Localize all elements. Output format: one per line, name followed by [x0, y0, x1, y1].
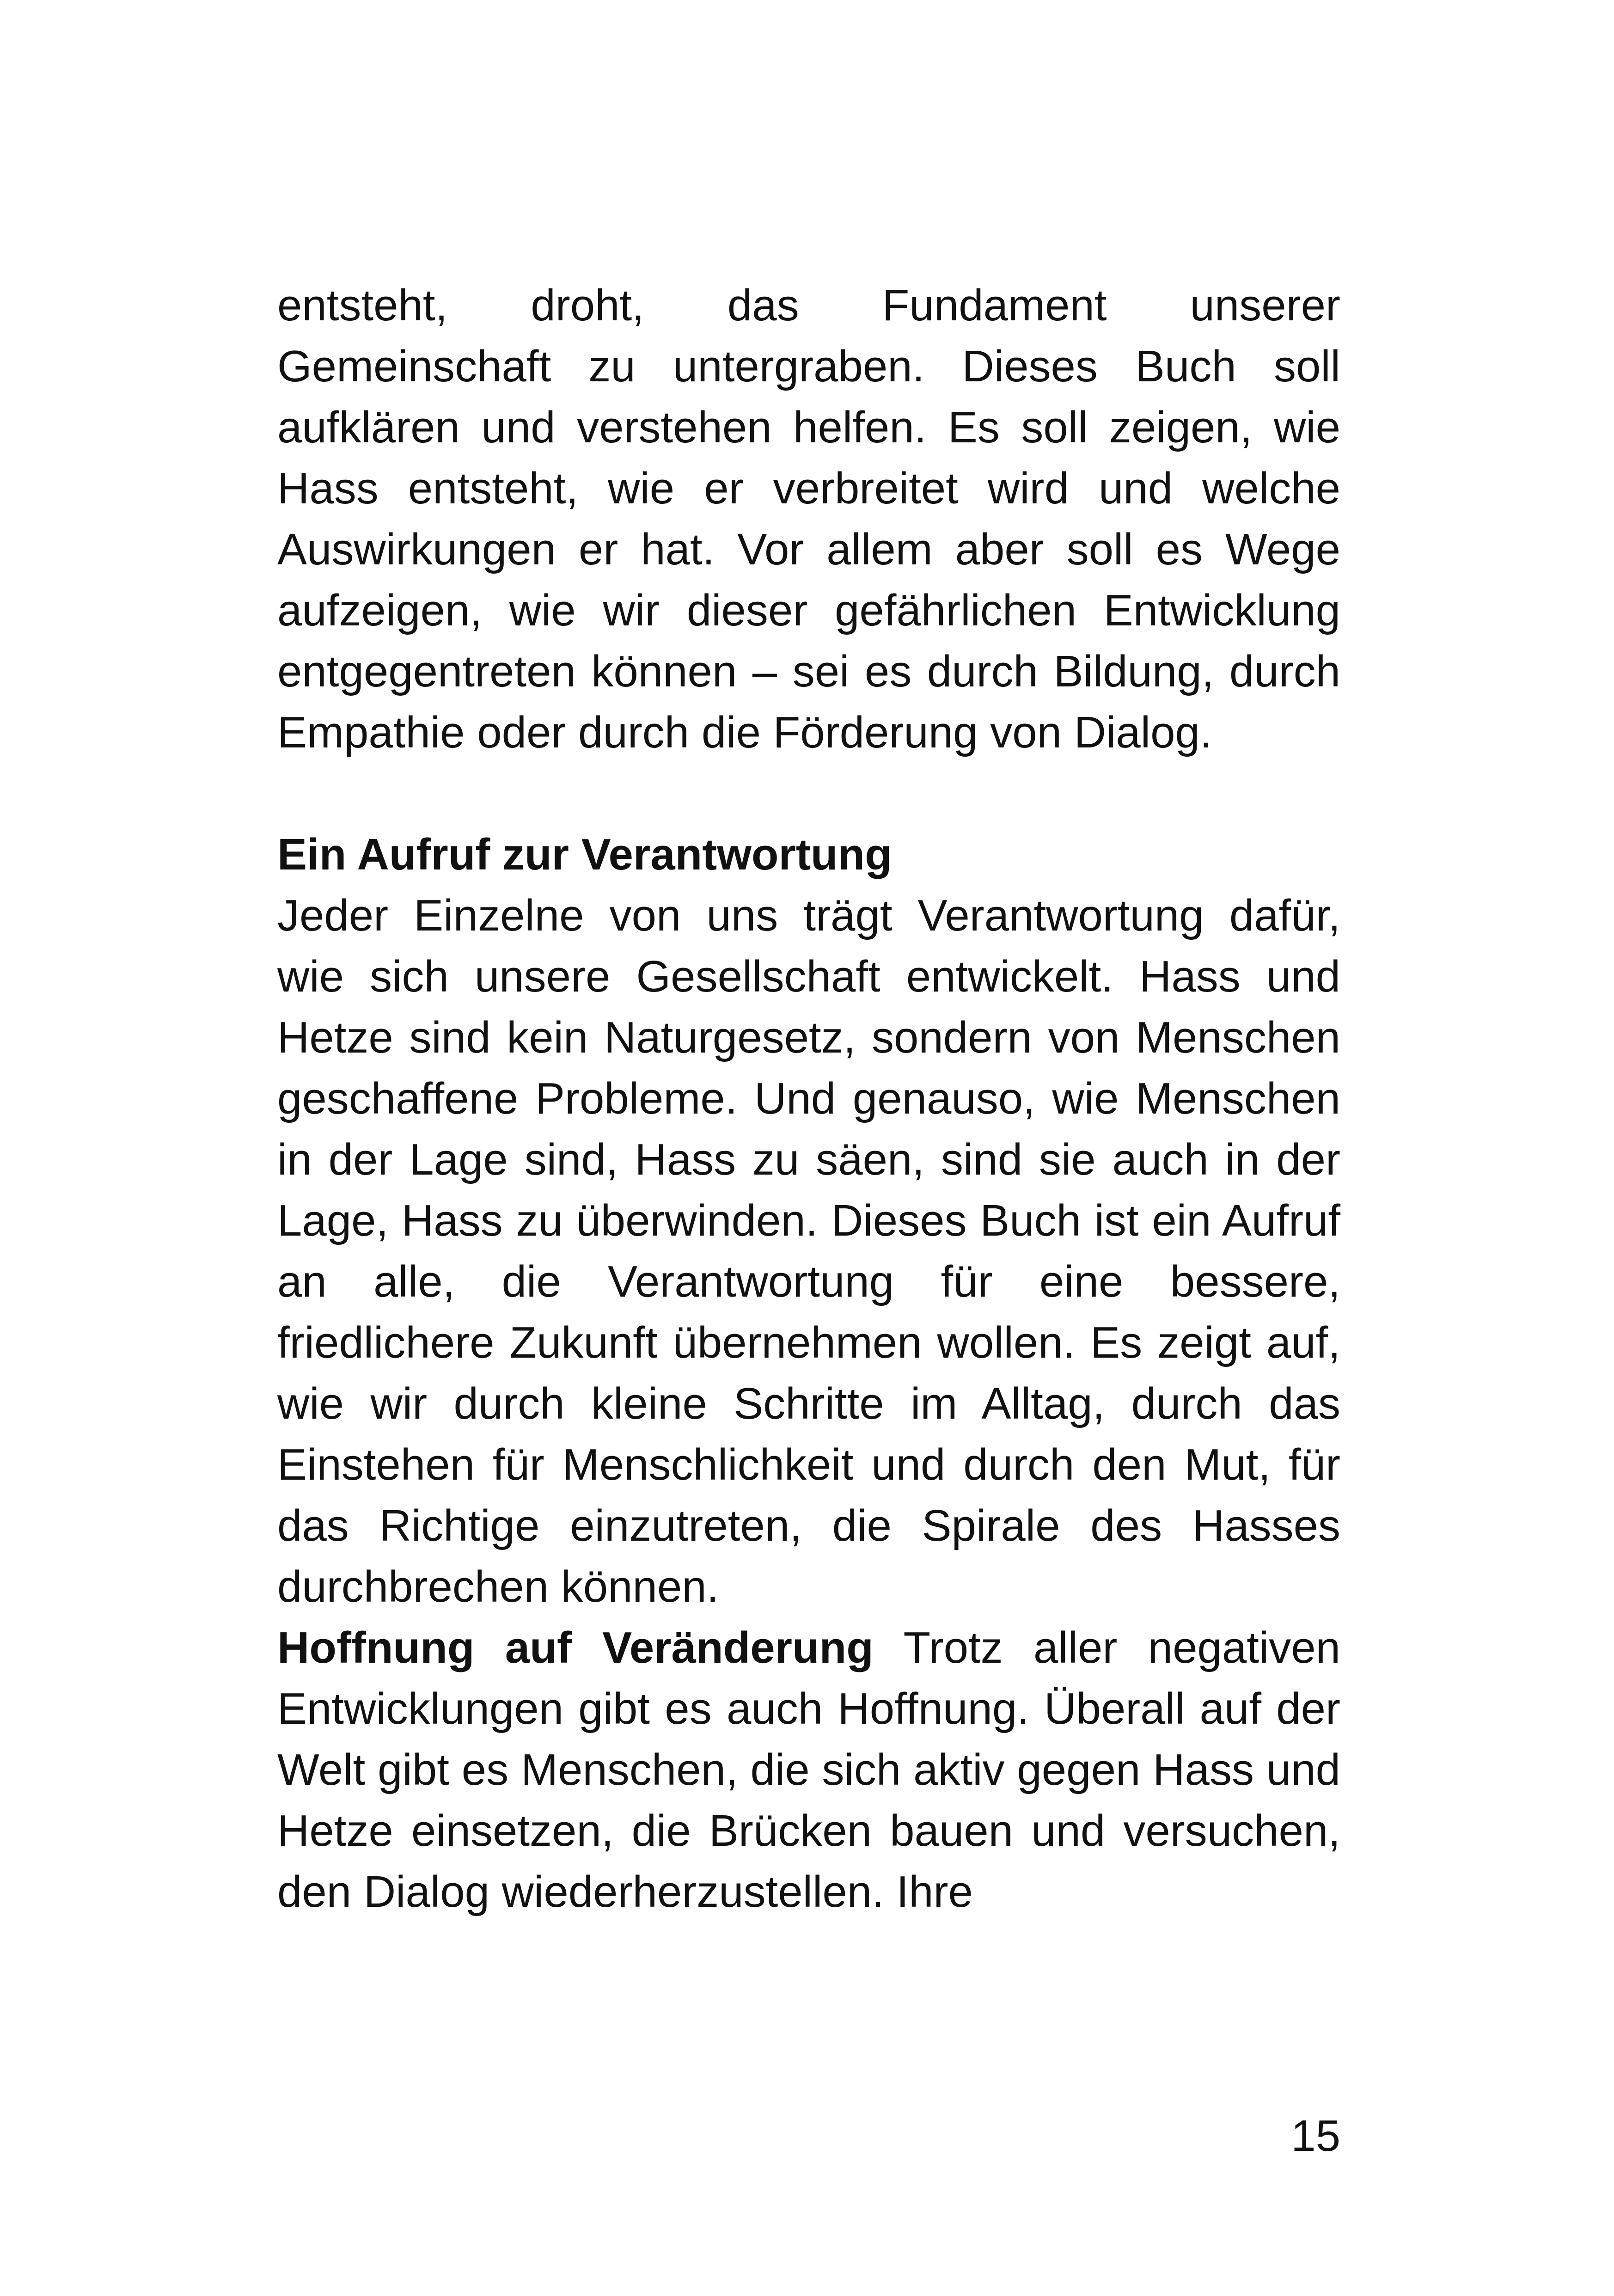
- page-number: 15: [1291, 2111, 1340, 2161]
- section-heading-responsibility: Ein Aufruf zur Verantwortung: [277, 830, 892, 879]
- body-text: [277, 275, 1340, 1923]
- paragraph-hope: [277, 1617, 1340, 1923]
- paragraph-intro: entsteht, droht, das Fundament unserer Gemeinschaft zu untergraben. Dieses Buch soll aufklären und verstehen helfen. Es soll zeigen, wie Hass entsteht, wie er verbreitet wird und welche Auswirkungen er hat. Vor allem aber soll es Wege aufzeigen, wie wir dieser gefährlichen Entwicklung entgegentreten können – sei es durch Bildung, durch Empathie oder durch die Förderung von Dialog.: [277, 281, 1340, 757]
- paragraph-hope-text: Trotz aller negativen Entwicklungen gibt es auch Hoffnung. Überall auf der Welt gibt es Menschen, die sich aktiv gegen Hass und Hetze einsetzen, die Brücken bauen und versuchen, den Dialog wiederherzustellen. Ihre: [277, 1623, 1341, 1916]
- section-heading-hope: Hoffnung auf Veränderung: [277, 1623, 874, 1672]
- paragraph-responsibility: Jeder Einzelne von uns trägt Verantwortung dafür, wie sich unsere Gesellschaft entwickelt. Hass und Hetze sind kein Naturgesetz, sondern von Menschen geschaffene Probleme. Und genauso, wie Menschen in der Lage sind, Hass zu säen, sind sie auch in der Lage, Hass zu überwinden. Dieses Buch ist ein Aufruf an alle, die Verantwortung für eine bessere, friedlichere Zukunft übernehmen wollen. Es zeigt auf, wie wir durch kleine Schritte im Alltag, durch das Einstehen für Menschlichkeit und durch den Mut, für das Richtige einzutreten, die Spirale des Hasses durchbrechen können.: [277, 891, 1340, 1611]
